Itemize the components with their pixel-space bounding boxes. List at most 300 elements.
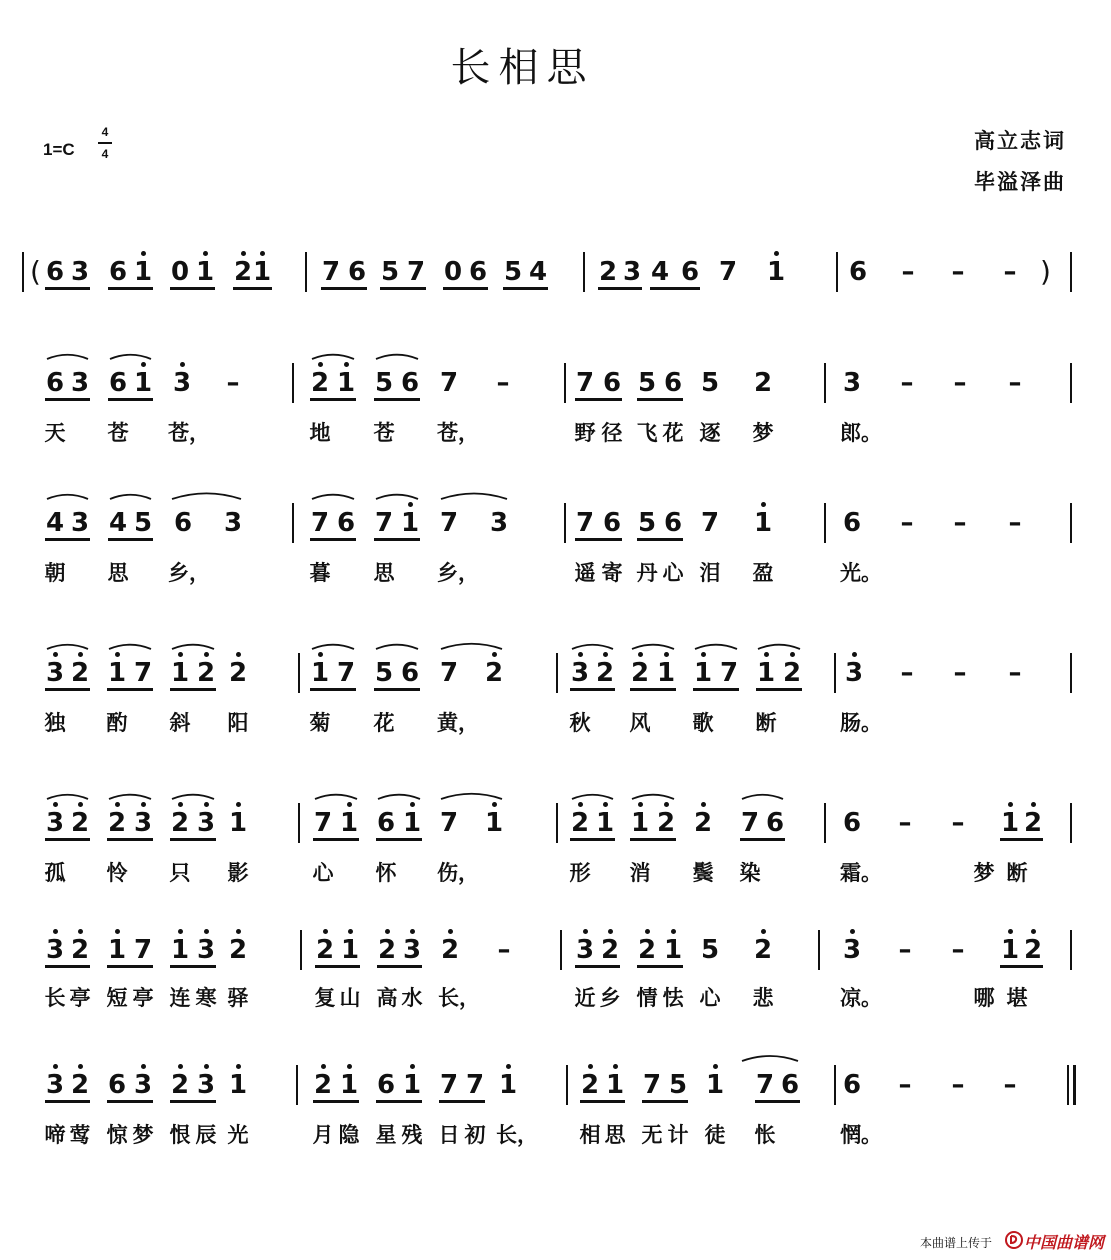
beam-underline — [107, 838, 153, 841]
beam-underline — [575, 965, 620, 968]
note: 1 — [630, 808, 650, 838]
note: 2 — [484, 658, 504, 688]
beam-underline — [693, 688, 739, 691]
lyric-syllable: 初 — [464, 1123, 486, 1147]
beam-underline — [374, 398, 420, 401]
octave-dot — [78, 802, 83, 807]
barline — [292, 503, 294, 543]
note: 7 — [755, 1070, 775, 1100]
note: 6 — [347, 257, 367, 287]
upload-text: 本曲谱上传于 — [920, 1236, 993, 1250]
note: 2 — [228, 935, 248, 965]
octave-dot — [78, 652, 83, 657]
beam-underline — [637, 398, 683, 401]
beam-underline — [45, 1100, 90, 1103]
octave-dot — [408, 502, 413, 507]
sustain-dash: – — [898, 1070, 912, 1100]
lyric-syllable: 近 — [574, 986, 596, 1010]
octave-dot — [583, 929, 588, 934]
note: 7 — [310, 508, 330, 538]
lyric-syllable: 思 — [604, 1123, 626, 1147]
octave-dot — [115, 652, 120, 657]
barline — [583, 252, 585, 292]
lyric-syllable: 复 — [314, 986, 336, 1010]
barline — [824, 803, 826, 843]
note: 7 — [439, 658, 459, 688]
octave-dot — [410, 929, 415, 934]
note: 1 — [252, 257, 272, 287]
note: 3 — [45, 1070, 65, 1100]
note: 2 — [753, 368, 773, 398]
octave-dot — [608, 929, 613, 934]
octave-dot — [141, 362, 146, 367]
octave-dot — [603, 802, 608, 807]
octave-dot — [603, 652, 608, 657]
note: 1 — [605, 1070, 625, 1100]
barline — [292, 363, 294, 403]
slur — [109, 795, 151, 799]
note: 3 — [842, 368, 862, 398]
note: 1 — [663, 935, 683, 965]
lyric-syllable: 连 — [169, 986, 191, 1010]
note: 2 — [70, 808, 90, 838]
beam-underline — [321, 287, 367, 290]
barline — [22, 252, 24, 292]
note: 3 — [402, 935, 422, 965]
note: 4 — [650, 257, 670, 287]
octave-dot — [204, 652, 209, 657]
beam-underline — [443, 287, 488, 290]
beam-underline — [108, 538, 153, 541]
note: 7 — [439, 368, 459, 398]
octave-dot — [701, 802, 706, 807]
sustain-dash: – — [1003, 257, 1017, 287]
lyric-syllable: 梦 — [973, 861, 995, 885]
note: 3 — [45, 808, 65, 838]
beam-underline — [377, 965, 422, 968]
note: 7 — [439, 508, 459, 538]
note: 7 — [700, 508, 720, 538]
lyric-syllable: 风 — [629, 711, 651, 735]
lyric-syllable: 莺 — [69, 1123, 91, 1147]
note: 1 — [753, 508, 773, 538]
note: 6 — [680, 257, 700, 287]
note: 7 — [133, 658, 153, 688]
beam-underline — [310, 398, 356, 401]
beam-underline — [1000, 965, 1043, 968]
octave-dot — [774, 251, 779, 256]
lyric-syllable: 寒 — [195, 986, 217, 1010]
lyric-syllable: 盈 — [752, 561, 774, 585]
lyric-syllable: 残 — [401, 1123, 423, 1147]
lyric-syllable: 情 — [636, 986, 658, 1010]
beam-underline — [1000, 838, 1043, 841]
note: 1 — [170, 935, 190, 965]
note: 2 — [782, 658, 802, 688]
beam-underline — [45, 965, 90, 968]
lyric-syllable: 染 — [739, 861, 761, 885]
note: 5 — [133, 508, 153, 538]
octave-dot — [1031, 929, 1036, 934]
slur — [441, 794, 502, 799]
note: 7 — [642, 1070, 662, 1100]
note: 6 — [468, 257, 488, 287]
beam-underline — [630, 838, 676, 841]
octave-dot — [578, 652, 583, 657]
barline — [566, 1065, 568, 1105]
note: 1 — [228, 808, 248, 838]
note: 6 — [173, 508, 193, 538]
barline — [836, 252, 838, 292]
lyric-syllable: 鬓 — [692, 861, 714, 885]
octave-dot — [492, 802, 497, 807]
sustain-dash: – — [951, 808, 965, 838]
sustain-dash: – — [898, 808, 912, 838]
octave-dot — [1031, 802, 1036, 807]
lyric-syllable: 朝 — [44, 561, 66, 585]
sustain-dash: – — [901, 257, 915, 287]
lyric-syllable: 长， — [496, 1123, 538, 1147]
beam-underline — [170, 1100, 216, 1103]
octave-dot — [671, 929, 676, 934]
lyric-syllable: 星 — [375, 1123, 397, 1147]
octave-dot — [347, 802, 352, 807]
slur — [172, 795, 214, 799]
octave-dot — [347, 1064, 352, 1069]
lyric-syllable: 酌 — [106, 711, 128, 735]
slur — [376, 645, 418, 649]
note: 6 — [336, 508, 356, 538]
octave-dot — [410, 802, 415, 807]
slur — [110, 355, 151, 359]
lyric-syllable: 逐 — [699, 421, 721, 445]
beam-underline — [45, 838, 90, 841]
note: 5 — [374, 658, 394, 688]
note: 3 — [45, 658, 65, 688]
lyric-syllable: 日 — [438, 1123, 460, 1147]
beam-underline — [233, 287, 272, 290]
lyricist-credit: 高立志词 — [974, 129, 1066, 153]
lyric-syllable: 梦 — [752, 421, 774, 445]
note: 4 — [528, 257, 548, 287]
note: 6 — [663, 368, 683, 398]
note: 6 — [765, 808, 785, 838]
note: 3 — [172, 368, 192, 398]
note: 3 — [570, 658, 590, 688]
note: 6 — [848, 257, 868, 287]
barline — [1070, 503, 1072, 543]
note: 3 — [133, 808, 153, 838]
note: 1 — [693, 658, 713, 688]
note: 1 — [402, 1070, 422, 1100]
beam-underline — [170, 965, 216, 968]
note: 6 — [108, 257, 128, 287]
sustain-dash: – — [1008, 658, 1022, 688]
note: 3 — [133, 1070, 153, 1100]
barline — [300, 930, 302, 970]
sustain-dash: – — [1003, 1070, 1017, 1100]
beam-underline — [310, 538, 356, 541]
note: 2 — [598, 257, 618, 287]
note: 2 — [600, 935, 620, 965]
note: 7 — [718, 257, 738, 287]
octave-dot — [204, 802, 209, 807]
lyric-syllable: 断 — [1006, 861, 1028, 885]
note: 0 — [443, 257, 463, 287]
barline — [298, 803, 300, 843]
lyric-syllable: 恨 — [169, 1123, 191, 1147]
barline — [1070, 653, 1072, 693]
octave-dot — [323, 929, 328, 934]
note: 6 — [376, 1070, 396, 1100]
footer — [0, 1225, 1111, 1260]
octave-dot — [180, 362, 185, 367]
slur — [110, 495, 151, 499]
lyric-syllable: 伤， — [437, 861, 479, 885]
note: 1 — [339, 1070, 359, 1100]
lyric-syllable: 菊 — [309, 711, 331, 735]
beam-underline — [740, 838, 785, 841]
octave-dot — [613, 1064, 618, 1069]
note: 3 — [70, 508, 90, 538]
slur — [742, 795, 783, 799]
lyric-syllable: 野 — [574, 421, 596, 445]
octave-dot — [645, 929, 650, 934]
lyric-syllable: 光 — [227, 1123, 249, 1147]
octave-dot — [1008, 929, 1013, 934]
slur — [441, 494, 507, 500]
lyric-syllable: 山 — [339, 986, 361, 1010]
beam-underline — [107, 688, 153, 691]
beam-underline — [45, 688, 90, 691]
barline — [834, 1065, 836, 1105]
lyric-syllable: 苍， — [437, 421, 479, 445]
time-signature-top: 4 — [101, 125, 109, 139]
note: 6 — [602, 508, 622, 538]
slur — [315, 795, 357, 799]
note: 2 — [595, 658, 615, 688]
lyric-syllable: 形 — [569, 861, 591, 885]
sustain-dash: – — [900, 508, 914, 538]
note: 2 — [753, 935, 773, 965]
octave-dot — [141, 1064, 146, 1069]
note: 1 — [336, 368, 356, 398]
note: 2 — [228, 658, 248, 688]
lyric-syllable: 丹 — [636, 561, 658, 585]
beam-underline — [598, 287, 642, 290]
sustain-dash: – — [226, 368, 240, 398]
sustain-dash: – — [497, 935, 511, 965]
barline — [1070, 803, 1072, 843]
lyric-syllable: 啼 — [44, 1123, 66, 1147]
beam-underline — [170, 688, 216, 691]
lyric-syllable: 泪 — [699, 561, 721, 585]
note: 6 — [602, 368, 622, 398]
lyric-syllable: 花 — [662, 421, 684, 445]
note: 6 — [108, 368, 128, 398]
lyric-syllable: 短 — [106, 986, 128, 1010]
beam-underline — [376, 838, 422, 841]
barline — [564, 503, 566, 543]
lyric-syllable: 苍 — [373, 421, 395, 445]
lyric-syllable: 遥 — [574, 561, 596, 585]
beam-underline — [313, 1100, 359, 1103]
note: 1 — [402, 808, 422, 838]
beam-underline — [575, 538, 622, 541]
beam-underline — [313, 838, 359, 841]
note: 2 — [170, 808, 190, 838]
note: 1 — [595, 808, 615, 838]
lyric-syllable: 亭 — [132, 986, 154, 1010]
sustain-dash: – — [951, 935, 965, 965]
beam-underline — [575, 398, 622, 401]
note: 2 — [440, 935, 460, 965]
lyric-syllable: 飞 — [636, 421, 658, 445]
song-title: 长相思 — [450, 45, 595, 91]
lyric-syllable: 惘。 — [840, 1123, 882, 1147]
lyric-syllable: 心 — [699, 986, 721, 1010]
barline — [1070, 252, 1072, 292]
octave-dot — [53, 802, 58, 807]
beam-underline — [374, 538, 420, 541]
octave-dot — [178, 652, 183, 657]
lyric-syllable: 霜。 — [840, 861, 882, 885]
octave-dot — [385, 929, 390, 934]
lyric-syllable: 光。 — [840, 561, 882, 585]
note: 6 — [400, 368, 420, 398]
slur — [312, 645, 354, 649]
beam-underline — [637, 965, 683, 968]
slur — [632, 795, 674, 799]
barline — [556, 803, 558, 843]
note: 2 — [1023, 935, 1043, 965]
note: 7 — [719, 658, 739, 688]
slur — [109, 645, 151, 649]
beam-underline — [637, 538, 683, 541]
barline — [1067, 1065, 1069, 1105]
note: 1 — [133, 368, 153, 398]
beam-underline — [580, 1100, 625, 1103]
sustain-dash: – — [1008, 368, 1022, 398]
beam-underline — [642, 1100, 688, 1103]
slur — [312, 355, 354, 359]
lyric-syllable: 乡， — [437, 561, 479, 585]
lyric-syllable: 堪 — [1006, 986, 1028, 1010]
note: 2 — [70, 658, 90, 688]
barline — [818, 930, 820, 970]
note: 1 — [498, 1070, 518, 1100]
octave-dot — [410, 1064, 415, 1069]
note: 7 — [575, 508, 595, 538]
slur — [758, 645, 800, 649]
lyric-syllable: 驿 — [227, 986, 249, 1010]
octave-dot — [53, 652, 58, 657]
barline — [556, 653, 558, 693]
barline — [560, 930, 562, 970]
octave-dot — [78, 1064, 83, 1069]
lyric-syllable: 断 — [755, 711, 777, 735]
beam-underline — [45, 398, 90, 401]
lyric-syllable: 徒 — [704, 1123, 726, 1147]
note: 7 — [575, 368, 595, 398]
note: 7 — [336, 658, 356, 688]
beam-underline — [570, 838, 615, 841]
octave-dot — [115, 929, 120, 934]
note: 1 — [170, 658, 190, 688]
note: 6 — [376, 808, 396, 838]
lyric-syllable: 阳 — [227, 711, 249, 735]
barline — [564, 363, 566, 403]
note: 2 — [310, 368, 330, 398]
beam-underline — [650, 287, 700, 290]
note: 2 — [315, 935, 335, 965]
octave-dot — [321, 1064, 326, 1069]
note: 6 — [45, 257, 65, 287]
beam-underline — [170, 838, 216, 841]
octave-dot — [78, 929, 83, 934]
lyric-syllable: 凉。 — [840, 986, 882, 1010]
note: 3 — [575, 935, 595, 965]
note: 6 — [842, 1070, 862, 1100]
lyric-syllable: 惊 — [106, 1123, 128, 1147]
note: 3 — [622, 257, 642, 287]
note: 1 — [310, 658, 330, 688]
lyric-syllable: 水 — [401, 986, 423, 1010]
lyric-syllable: 计 — [667, 1123, 689, 1147]
lyric-syllable: 孤 — [44, 861, 66, 885]
sustain-dash: – — [953, 508, 967, 538]
note: 7 — [439, 1070, 459, 1100]
lyric-syllable: 苍， — [168, 421, 210, 445]
note: 5 — [503, 257, 523, 287]
note: 3 — [223, 508, 243, 538]
note: 6 — [780, 1070, 800, 1100]
lyric-syllable: 无 — [641, 1123, 663, 1147]
octave-dot — [53, 1064, 58, 1069]
note: 3 — [70, 257, 90, 287]
note: 2 — [233, 257, 253, 287]
lyric-syllable: 亭 — [69, 986, 91, 1010]
slur — [441, 644, 502, 649]
octave-dot — [664, 802, 669, 807]
barline — [296, 1065, 298, 1105]
note: 6 — [663, 508, 683, 538]
close-parenthesis: ) — [1040, 255, 1051, 288]
note: 3 — [489, 508, 509, 538]
note: 5 — [380, 257, 400, 287]
note: 2 — [377, 935, 397, 965]
time-signature-bottom: 4 — [101, 146, 109, 161]
note: 3 — [196, 1070, 216, 1100]
barline — [834, 653, 836, 693]
lyric-syllable: 辰 — [195, 1123, 217, 1147]
octave-dot — [318, 362, 323, 367]
note: 5 — [374, 368, 394, 398]
slur — [632, 645, 674, 649]
beam-underline — [503, 287, 548, 290]
note: 5 — [637, 508, 657, 538]
note: 2 — [630, 658, 650, 688]
note: 6 — [45, 368, 65, 398]
note: 7 — [133, 935, 153, 965]
octave-dot — [761, 502, 766, 507]
slur — [47, 355, 88, 359]
lyric-syllable: 消 — [629, 861, 651, 885]
octave-dot — [1008, 802, 1013, 807]
barline — [1070, 363, 1072, 403]
note: 5 — [700, 935, 720, 965]
sustain-dash: – — [953, 368, 967, 398]
